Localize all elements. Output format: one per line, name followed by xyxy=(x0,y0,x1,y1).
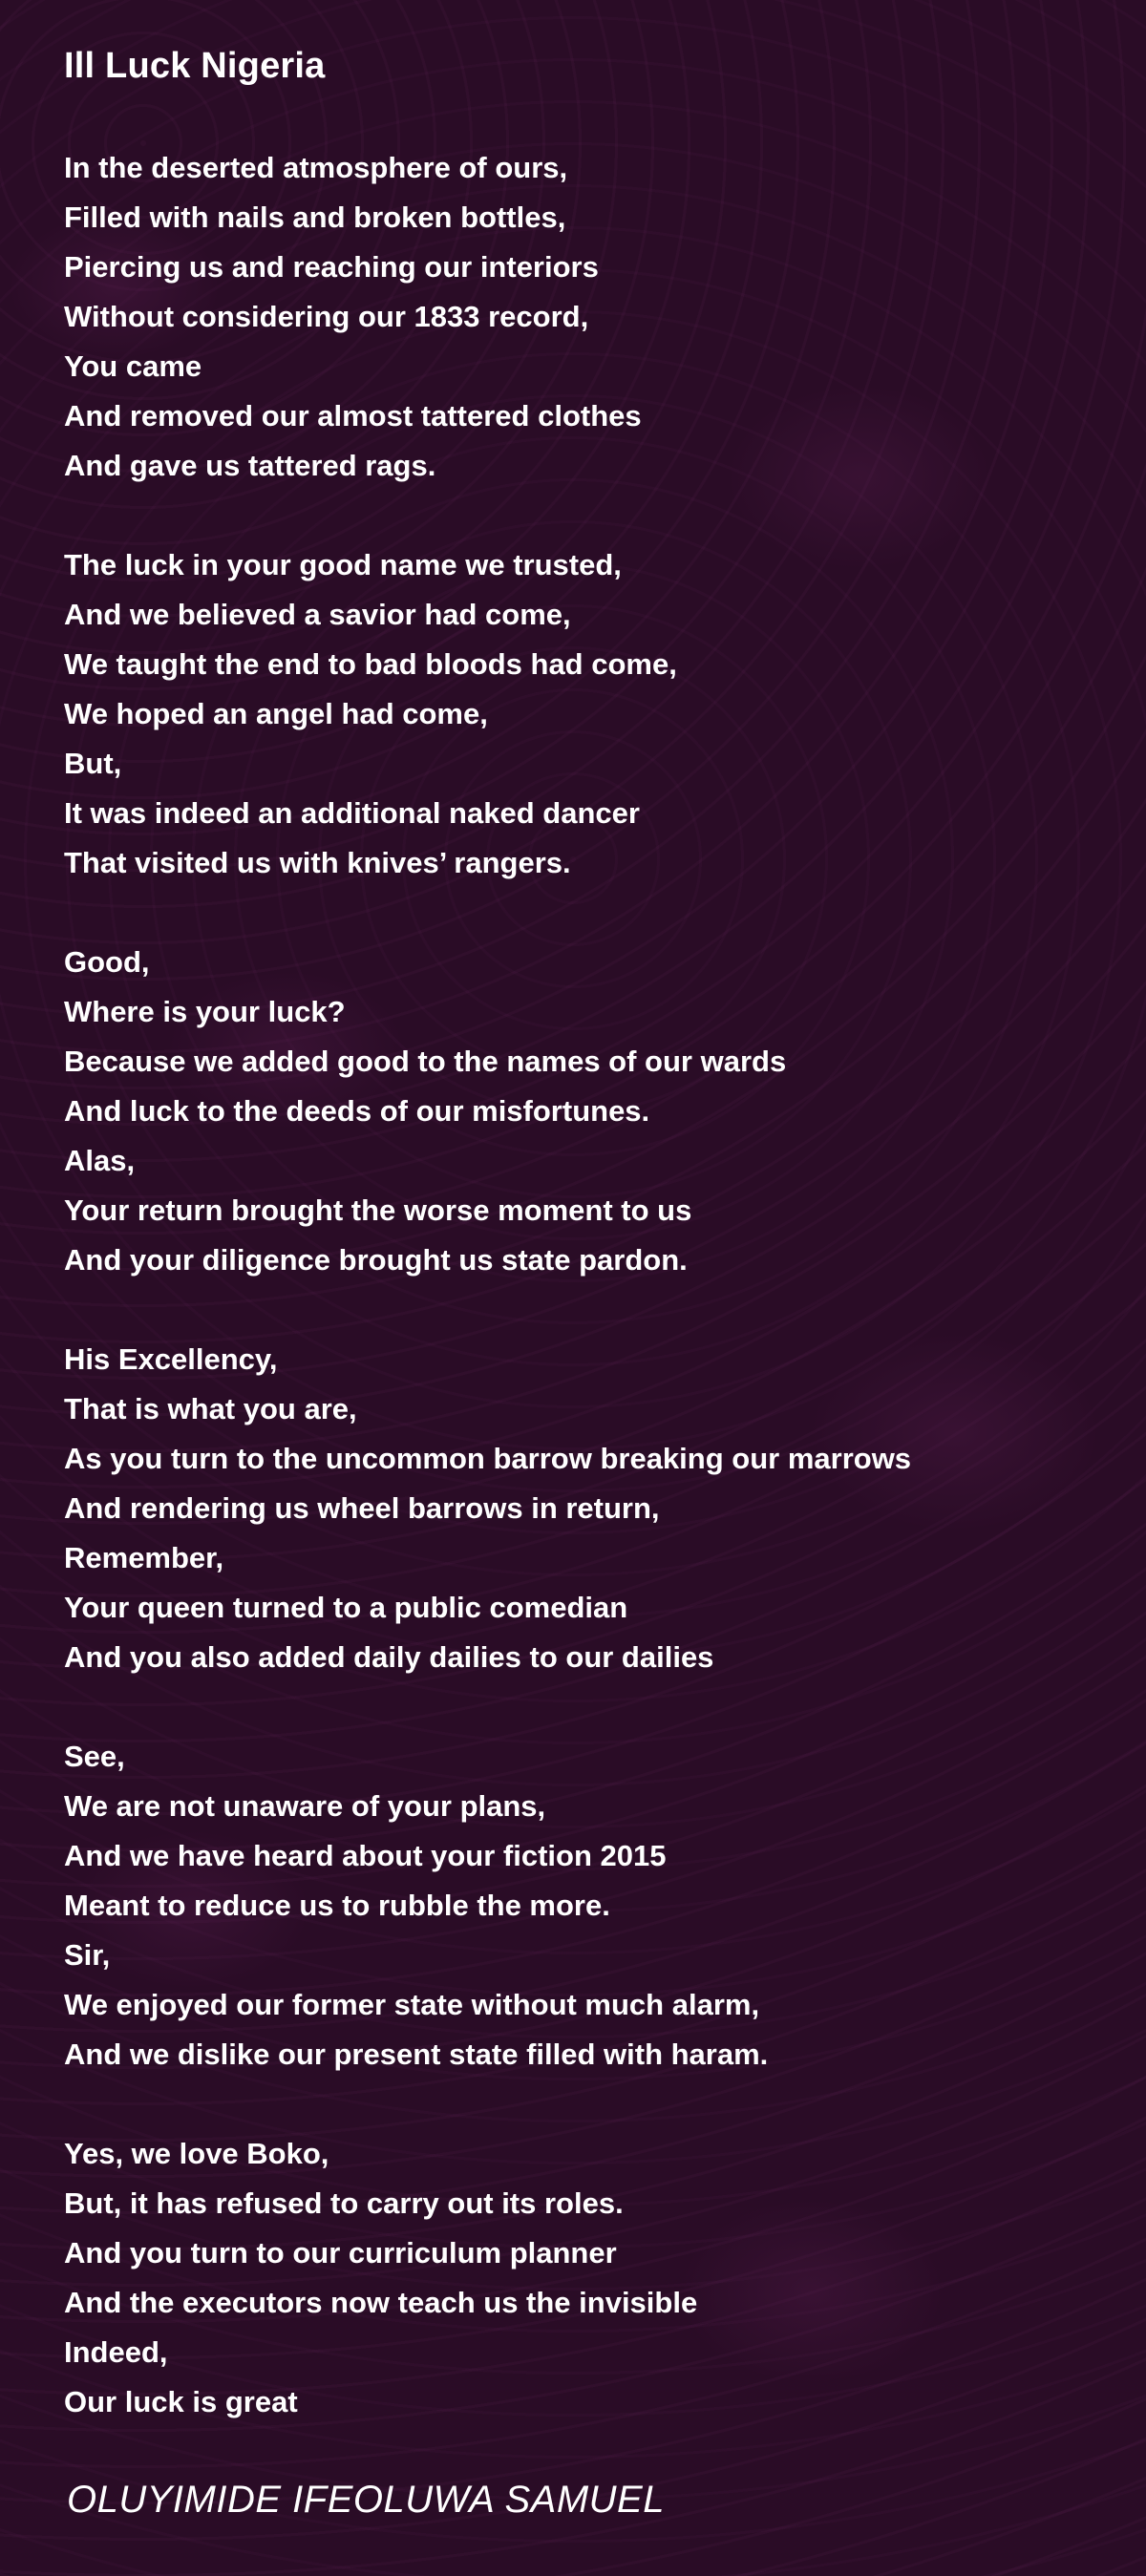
poem-line: And we have heard about your fiction 2015 xyxy=(64,1839,667,1872)
poem-line: Piercing us and reaching our interiors xyxy=(64,250,599,284)
poem-line: But, xyxy=(64,747,122,780)
poem-line: We hoped an angel had come, xyxy=(64,697,488,730)
stanza-2 xyxy=(64,540,1114,888)
poem-line: And your diligence brought us state pardon. xyxy=(64,1243,688,1277)
poem-title: Ill Luck Nigeria xyxy=(64,46,326,86)
poem-line: Your queen turned to a public comedian xyxy=(64,1591,628,1624)
stanza-5 xyxy=(64,1732,1114,2080)
poem-line: Yes, we love Boko, xyxy=(64,2137,329,2170)
poem-line: And the executors now teach us the invisible xyxy=(64,2286,698,2319)
poem-line: We taught the end to bad bloods had come, xyxy=(64,647,677,681)
poem-line: Your return brought the worse moment to us xyxy=(64,1193,692,1227)
poem-line: See, xyxy=(64,1740,125,1773)
poem-line: In the deserted atmosphere of ours, xyxy=(64,151,568,184)
poem-body xyxy=(64,143,1114,2477)
poem-line: That visited us with knives’ rangers. xyxy=(64,846,571,879)
poem-author: OLUYIMIDE IFEOLUWA SAMUEL xyxy=(67,2479,665,2521)
poem-line: And luck to the deeds of our misfortunes. xyxy=(64,1094,650,1128)
poem-line: Without considering our 1833 record, xyxy=(64,300,589,333)
poem-line: His Excellency, xyxy=(64,1342,278,1376)
poem-line: Because we added good to the names of our wards xyxy=(64,1045,787,1078)
poem-line: And we dislike our present state filled with haram. xyxy=(64,2038,769,2071)
poem-line: But, it has refused to carry out its roles. xyxy=(64,2186,624,2220)
poem-line: And you turn to our curriculum planner xyxy=(64,2236,617,2270)
stanza-1 xyxy=(64,143,1114,491)
poem-line: Where is your luck? xyxy=(64,995,346,1028)
poem-line: Remember, xyxy=(64,1541,224,1574)
poem-line: That is what you are, xyxy=(64,1392,357,1425)
poem-line: And rendering us wheel barrows in return, xyxy=(64,1491,660,1525)
poem-line: Sir, xyxy=(64,1938,111,1972)
poem-line: And gave us tattered rags. xyxy=(64,449,436,482)
poem-line: And you also added daily dailies to our dailies xyxy=(64,1640,714,1674)
stanza-6 xyxy=(64,2129,1114,2427)
poem-line: As you turn to the uncommon barrow breaking our marrows xyxy=(64,1442,912,1475)
poem-line: Our luck is great xyxy=(64,2385,298,2418)
stanza-4 xyxy=(64,1335,1114,1682)
poem-line: And removed our almost tattered clothes xyxy=(64,399,642,433)
poem-line: Indeed, xyxy=(64,2335,168,2369)
poem-line: It was indeed an additional naked dancer xyxy=(64,796,640,830)
poem-line: We are not unaware of your plans, xyxy=(64,1789,546,1823)
poem-line: The luck in your good name we trusted, xyxy=(64,548,622,581)
poem-line: Filled with nails and broken bottles, xyxy=(64,201,566,234)
poem-line: And we believed a savior had come, xyxy=(64,598,571,631)
poem-line: Alas, xyxy=(64,1144,136,1177)
poem-line: Meant to reduce us to rubble the more. xyxy=(64,1889,610,1922)
poem-line: You came xyxy=(64,349,202,383)
stanza-3 xyxy=(64,938,1114,1285)
poem-line: We enjoyed our former state without much alarm, xyxy=(64,1988,760,2021)
poem-line: Good, xyxy=(64,945,150,979)
